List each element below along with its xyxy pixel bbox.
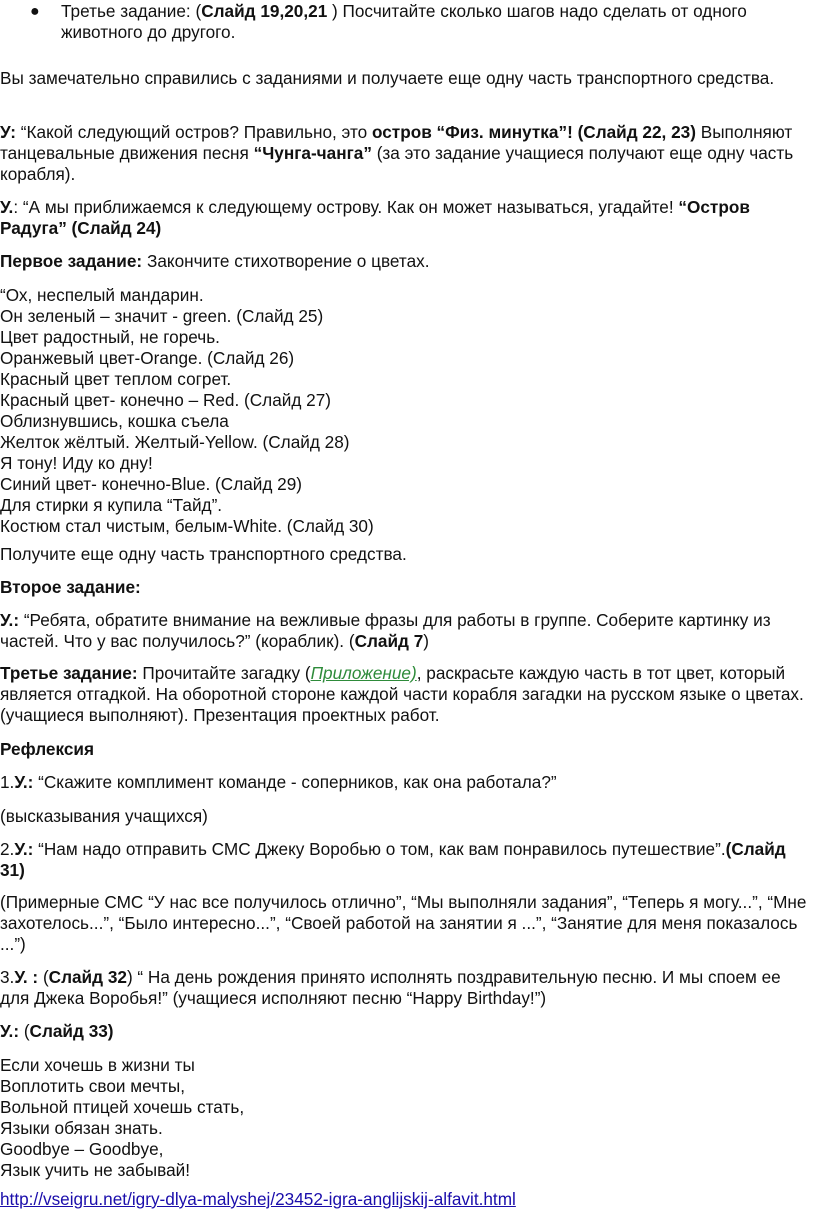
reflection-item-1: 1.У.: “Скажите комплимент команде - соперников, как она работала?” xyxy=(0,772,557,792)
poem-line: Красный цвет- конечно – Red. (Слайд 27) xyxy=(0,390,332,410)
color-poem xyxy=(0,285,812,537)
poem-line: Он зеленый – значит - green. (Слайд 25) xyxy=(0,306,324,326)
poem-line: Красный цвет теплом согрет. xyxy=(0,369,232,389)
bullet-icon: ● xyxy=(30,3,40,20)
raduga-paragraph: У.: “А мы приближаемся к следующему острову. Как он может называться, угадайте! “Остров Радуга” (Слайд 24) xyxy=(0,197,750,238)
poem-line: Воплотить свои мечты, xyxy=(0,1076,186,1096)
poem-line: Я тону! Иду ко дну! xyxy=(0,453,153,473)
poem-line: Если хочешь в жизни ты xyxy=(0,1055,195,1075)
poem-line: “Ох, неспелый мандарин. xyxy=(0,285,204,305)
reflection-item-3: 3.У. : (Слайд 32) “ На день рождения принято исполнять поздравительную песню. И мы споем ее для Джека Воробья!” (учащиеся исполняют песню “Happy Birthday!”) xyxy=(0,967,781,1008)
poem-line: Синий цвет- конечно-Blue. (Слайд 29) xyxy=(0,474,303,494)
poem-line: Языки обязан знать. xyxy=(0,1118,163,1138)
farewell-poem xyxy=(0,1055,812,1181)
poem-line: Облизнувшись, кошка съела xyxy=(0,411,229,431)
reflection-note: (высказывания учащихся) xyxy=(0,806,208,826)
source-url-link[interactable]: http://vseigru.net/igry-dlya-malyshej/23452-igra-anglijskij-alfavit.html xyxy=(0,1189,516,1209)
second-task-heading: Второе задание: xyxy=(0,577,141,597)
sms-examples-paragraph: (Примерные СМС “У нас все получилось отлично”, “Мы выполняли задания”, “Теперь я могу...”, “Мне захотелось...”, “Было интересно...”, “Своей работой на занятии я ...”, “Занятие для меня показалось ...”) xyxy=(0,892,807,954)
fiz-minutka-paragraph: У: “Какой следующий остров? Правильно, это остров “Физ. минутка”! (Слайд 22, 23) Выполняют танцевальные движения песня “Чунга-чанга” (за это задание учащиеся получают еще одну часть корабля). xyxy=(0,122,794,184)
reflection-item-4: У.: (Слайд 33) xyxy=(0,1021,114,1041)
get-part-paragraph: Получите еще одну часть транспортного средства. xyxy=(0,544,407,564)
reflection-heading: Рефлексия xyxy=(0,739,94,759)
source-link-row xyxy=(0,1189,812,1210)
reflection-item-2: 2.У.: “Нам надо отправить СМС Джеку Воробью о том, как вам понравилось путешествие”.(Слайд 31) xyxy=(0,839,786,880)
poem-line: Язык учить не забывай! xyxy=(0,1160,191,1180)
polite-phrases-paragraph: У.: “Ребята, обратите внимание на вежливые фразы для работы в группе. Соберите картинку из частей. Что у вас получилось?” (кораблик). (Слайд 7) xyxy=(0,610,771,651)
praise-paragraph: Вы замечательно справились с заданиями и получаете еще одну часть транспортного средства. xyxy=(0,68,775,88)
poem-line: Оранжевый цвет-Orange. (Слайд 26) xyxy=(0,348,295,368)
poem-line: Для стирки я купила “Тайд”. xyxy=(0,495,223,515)
poem-line: Goodbye – Goodbye, xyxy=(0,1139,164,1159)
poem-line: Вольной птицей хочешь стать, xyxy=(0,1097,245,1117)
poem-line: Желток жёлтый. Желтый-Yellow. (Слайд 28) xyxy=(0,432,350,452)
poem-line: Костюм стал чистым, белым-White. (Слайд 30) xyxy=(0,516,374,536)
third-task-paragraph: Третье задание: Прочитайте загадку (Приложение), раскрасьте каждую часть в тот цвет, который является отгадкой. На оборотной стороне каждой части корабля загадки на русском языке о цветах.(учащиеся выполняют). Презентация проектных работ. xyxy=(0,663,804,725)
appendix-link[interactable]: Приложение) xyxy=(310,663,417,683)
poem-line: Цвет радостный, не горечь. xyxy=(0,327,220,347)
first-task-paragraph: Первое задание: Закончите стихотворение о цветах. xyxy=(0,251,430,271)
task3-intro-text: Третье задание: (Слайд 19,20,21 ) Посчитайте сколько шагов надо сделать от одного животного до другого. xyxy=(61,1,747,42)
